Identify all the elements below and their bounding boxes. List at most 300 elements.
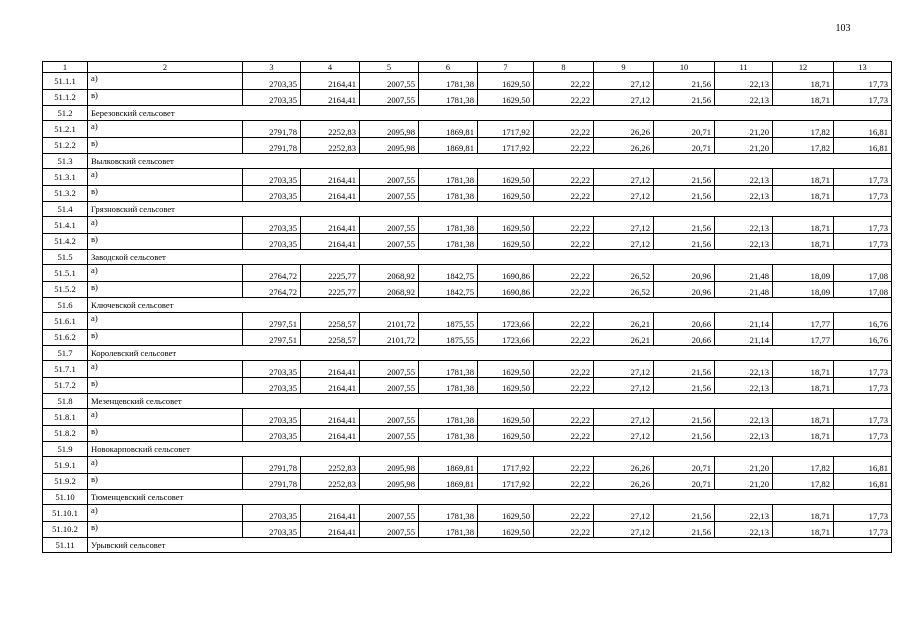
row-code: 51.6.2 xyxy=(43,329,88,346)
table-row xyxy=(43,281,892,298)
value-cell: 2703,35 xyxy=(243,89,301,106)
value-cell: 2797,51 xyxy=(243,313,301,330)
row-code: 51.4.1 xyxy=(43,217,88,234)
value-cell: 22,22 xyxy=(534,425,594,442)
value-cell: 17,73 xyxy=(834,521,892,538)
value-cell: 1781,38 xyxy=(419,377,478,394)
value-cell: 2007,55 xyxy=(360,521,419,538)
value-cell: 27,12 xyxy=(594,425,654,442)
value-cell: 21,56 xyxy=(654,233,715,250)
value-cell: 27,12 xyxy=(594,521,654,538)
value-cell: 1781,38 xyxy=(419,185,478,202)
value-cell: 2797,51 xyxy=(243,329,301,346)
column-number-10: 10 xyxy=(654,62,715,73)
value-cell: 1629,50 xyxy=(478,233,534,250)
value-cell: 2164,41 xyxy=(301,505,360,522)
section-row xyxy=(43,442,892,457)
value-cell: 2164,41 xyxy=(301,73,360,90)
value-cell: 26,26 xyxy=(594,457,654,474)
value-cell: 20,71 xyxy=(654,473,715,490)
table-row xyxy=(43,89,892,106)
value-cell: 22,13 xyxy=(715,425,773,442)
value-cell: 2007,55 xyxy=(360,185,419,202)
value-cell: 21,56 xyxy=(654,425,715,442)
value-cell: 2258,57 xyxy=(301,313,360,330)
row-code: 51.10.1 xyxy=(43,505,88,522)
value-cell: 2703,35 xyxy=(243,377,301,394)
value-cell: 26,52 xyxy=(594,265,654,282)
section-title: Заводской сельсовет xyxy=(88,250,892,265)
section-row xyxy=(43,154,892,169)
row-code: 51.1.1 xyxy=(43,73,88,90)
row-subitem: а) xyxy=(88,121,243,138)
tariff-table xyxy=(42,61,892,553)
value-cell: 22,22 xyxy=(534,329,594,346)
row-code: 51.9.2 xyxy=(43,473,88,490)
page-number: 103 xyxy=(835,23,851,34)
value-cell: 2703,35 xyxy=(243,425,301,442)
row-code: 51.5.2 xyxy=(43,281,88,298)
value-cell: 2764,72 xyxy=(243,281,301,298)
section-row xyxy=(43,106,892,121)
value-cell: 27,12 xyxy=(594,169,654,186)
value-cell: 22,22 xyxy=(534,281,594,298)
value-cell: 1717,92 xyxy=(478,473,534,490)
row-subitem: а) xyxy=(88,505,243,522)
value-cell: 27,12 xyxy=(594,361,654,378)
row-code: 51.3 xyxy=(43,154,88,169)
value-cell: 16,81 xyxy=(834,457,892,474)
value-cell: 1717,92 xyxy=(478,121,534,138)
value-cell: 2007,55 xyxy=(360,409,419,426)
section-row xyxy=(43,298,892,313)
value-cell: 1629,50 xyxy=(478,169,534,186)
value-cell: 21,20 xyxy=(715,137,773,154)
row-code: 51.8.1 xyxy=(43,409,88,426)
row-subitem: а) xyxy=(88,313,243,330)
row-code: 51.10 xyxy=(43,490,88,505)
value-cell: 2703,35 xyxy=(243,409,301,426)
value-cell: 1781,38 xyxy=(419,425,478,442)
value-cell: 21,56 xyxy=(654,185,715,202)
value-cell: 2764,72 xyxy=(243,265,301,282)
value-cell: 22,13 xyxy=(715,169,773,186)
section-title: Мезенцевский сельсовет xyxy=(88,394,892,409)
value-cell: 2164,41 xyxy=(301,377,360,394)
value-cell: 1629,50 xyxy=(478,505,534,522)
section-title: Королевский сельсовет xyxy=(88,346,892,361)
value-cell: 21,14 xyxy=(715,329,773,346)
value-cell: 2095,98 xyxy=(360,121,419,138)
section-row xyxy=(43,538,892,553)
section-row xyxy=(43,346,892,361)
value-cell: 2068,92 xyxy=(360,281,419,298)
row-subitem: в) xyxy=(88,233,243,250)
table-row xyxy=(43,121,892,138)
column-number-6: 6 xyxy=(419,62,478,73)
value-cell: 21,56 xyxy=(654,409,715,426)
value-cell: 1781,38 xyxy=(419,361,478,378)
value-cell: 2007,55 xyxy=(360,425,419,442)
value-cell: 2164,41 xyxy=(301,217,360,234)
value-cell: 2252,83 xyxy=(301,121,360,138)
section-title: Ключевской сельсовет xyxy=(88,298,892,313)
value-cell: 1629,50 xyxy=(478,185,534,202)
value-cell: 2007,55 xyxy=(360,233,419,250)
row-subitem: а) xyxy=(88,169,243,186)
value-cell: 18,71 xyxy=(773,409,834,426)
value-cell: 2095,98 xyxy=(360,457,419,474)
value-cell: 18,71 xyxy=(773,505,834,522)
table-row xyxy=(43,313,892,330)
row-code: 51.4 xyxy=(43,202,88,217)
column-number-4: 4 xyxy=(301,62,360,73)
row-code: 51.1.2 xyxy=(43,89,88,106)
value-cell: 22,22 xyxy=(534,265,594,282)
value-cell: 1842,75 xyxy=(419,281,478,298)
row-subitem: в) xyxy=(88,473,243,490)
value-cell: 1629,50 xyxy=(478,409,534,426)
value-cell: 1842,75 xyxy=(419,265,478,282)
table-row xyxy=(43,377,892,394)
value-cell: 22,22 xyxy=(534,361,594,378)
value-cell: 22,13 xyxy=(715,217,773,234)
value-cell: 20,71 xyxy=(654,137,715,154)
value-cell: 1717,92 xyxy=(478,457,534,474)
value-cell: 18,71 xyxy=(773,217,834,234)
value-cell: 22,22 xyxy=(534,377,594,394)
table-row xyxy=(43,265,892,282)
value-cell: 21,56 xyxy=(654,89,715,106)
value-cell: 2068,92 xyxy=(360,265,419,282)
value-cell: 17,82 xyxy=(773,137,834,154)
value-cell: 20,66 xyxy=(654,329,715,346)
value-cell: 27,12 xyxy=(594,505,654,522)
value-cell: 2225,77 xyxy=(301,265,360,282)
row-code: 51.10.2 xyxy=(43,521,88,538)
value-cell: 22,22 xyxy=(534,137,594,154)
value-cell: 21,56 xyxy=(654,521,715,538)
value-cell: 2252,83 xyxy=(301,473,360,490)
table-row xyxy=(43,521,892,538)
section-row xyxy=(43,250,892,265)
row-code: 51.7.2 xyxy=(43,377,88,394)
row-subitem: в) xyxy=(88,425,243,442)
value-cell: 1781,38 xyxy=(419,409,478,426)
value-cell: 2791,78 xyxy=(243,121,301,138)
column-number-3: 3 xyxy=(243,62,301,73)
row-code: 51.9.1 xyxy=(43,457,88,474)
value-cell: 18,09 xyxy=(773,281,834,298)
value-cell: 1723,66 xyxy=(478,329,534,346)
value-cell: 22,13 xyxy=(715,185,773,202)
value-cell: 22,22 xyxy=(534,313,594,330)
value-cell: 1717,92 xyxy=(478,137,534,154)
section-title: Грязновский сельсовет xyxy=(88,202,892,217)
value-cell: 1869,81 xyxy=(419,473,478,490)
value-cell: 2791,78 xyxy=(243,457,301,474)
value-cell: 2791,78 xyxy=(243,137,301,154)
table-row xyxy=(43,425,892,442)
value-cell: 1723,66 xyxy=(478,313,534,330)
value-cell: 17,73 xyxy=(834,505,892,522)
value-cell: 2007,55 xyxy=(360,361,419,378)
value-cell: 18,71 xyxy=(773,169,834,186)
table-row xyxy=(43,329,892,346)
value-cell: 2252,83 xyxy=(301,137,360,154)
value-cell: 17,08 xyxy=(834,281,892,298)
value-cell: 20,96 xyxy=(654,265,715,282)
section-title: Тюменцевский сельсовет xyxy=(88,490,892,505)
value-cell: 1869,81 xyxy=(419,121,478,138)
value-cell: 1629,50 xyxy=(478,521,534,538)
value-cell: 21,20 xyxy=(715,121,773,138)
row-subitem: а) xyxy=(88,457,243,474)
value-cell: 21,56 xyxy=(654,217,715,234)
table-row xyxy=(43,457,892,474)
table-row xyxy=(43,217,892,234)
value-cell: 17,73 xyxy=(834,89,892,106)
row-subitem: в) xyxy=(88,329,243,346)
value-cell: 16,81 xyxy=(834,473,892,490)
value-cell: 22,22 xyxy=(534,457,594,474)
row-subitem: а) xyxy=(88,73,243,90)
table-row xyxy=(43,473,892,490)
value-cell: 20,66 xyxy=(654,313,715,330)
table-row xyxy=(43,505,892,522)
value-cell: 22,13 xyxy=(715,73,773,90)
value-cell: 1690,86 xyxy=(478,265,534,282)
value-cell: 1781,38 xyxy=(419,521,478,538)
value-cell: 2703,35 xyxy=(243,361,301,378)
value-cell: 22,13 xyxy=(715,89,773,106)
value-cell: 2164,41 xyxy=(301,185,360,202)
value-cell: 17,73 xyxy=(834,185,892,202)
value-cell: 21,56 xyxy=(654,73,715,90)
column-number-12: 12 xyxy=(773,62,834,73)
value-cell: 22,22 xyxy=(534,505,594,522)
row-code: 51.8 xyxy=(43,394,88,409)
row-subitem: в) xyxy=(88,281,243,298)
column-number-11: 11 xyxy=(715,62,773,73)
value-cell: 1869,81 xyxy=(419,137,478,154)
value-cell: 16,81 xyxy=(834,137,892,154)
value-cell: 1869,81 xyxy=(419,457,478,474)
value-cell: 1629,50 xyxy=(478,361,534,378)
value-cell: 2703,35 xyxy=(243,233,301,250)
value-cell: 18,71 xyxy=(773,361,834,378)
value-cell: 18,71 xyxy=(773,185,834,202)
value-cell: 21,14 xyxy=(715,313,773,330)
value-cell: 1781,38 xyxy=(419,233,478,250)
value-cell: 17,73 xyxy=(834,217,892,234)
row-code: 51.2 xyxy=(43,106,88,121)
value-cell: 2703,35 xyxy=(243,73,301,90)
value-cell: 17,82 xyxy=(773,121,834,138)
value-cell: 18,71 xyxy=(773,521,834,538)
row-code: 51.7.1 xyxy=(43,361,88,378)
value-cell: 2703,35 xyxy=(243,185,301,202)
value-cell: 2703,35 xyxy=(243,505,301,522)
value-cell: 1629,50 xyxy=(478,377,534,394)
value-cell: 1781,38 xyxy=(419,169,478,186)
value-cell: 2101,72 xyxy=(360,313,419,330)
value-cell: 1781,38 xyxy=(419,217,478,234)
value-cell: 20,71 xyxy=(654,457,715,474)
value-cell: 1781,38 xyxy=(419,73,478,90)
table-row xyxy=(43,73,892,90)
value-cell: 2164,41 xyxy=(301,425,360,442)
column-number-2: 2 xyxy=(88,62,243,73)
value-cell: 17,82 xyxy=(773,457,834,474)
value-cell: 22,13 xyxy=(715,233,773,250)
section-row xyxy=(43,394,892,409)
section-title: Березовский сельсовет xyxy=(88,106,892,121)
value-cell: 26,26 xyxy=(594,473,654,490)
value-cell: 22,22 xyxy=(534,521,594,538)
value-cell: 17,08 xyxy=(834,265,892,282)
table-row xyxy=(43,137,892,154)
value-cell: 21,20 xyxy=(715,473,773,490)
value-cell: 20,96 xyxy=(654,281,715,298)
value-cell: 2703,35 xyxy=(243,169,301,186)
value-cell: 2164,41 xyxy=(301,233,360,250)
value-cell: 17,73 xyxy=(834,169,892,186)
row-code: 51.6.1 xyxy=(43,313,88,330)
section-row xyxy=(43,202,892,217)
value-cell: 18,71 xyxy=(773,73,834,90)
value-cell: 21,56 xyxy=(654,505,715,522)
value-cell: 22,13 xyxy=(715,377,773,394)
value-cell: 1875,55 xyxy=(419,329,478,346)
value-cell: 27,12 xyxy=(594,185,654,202)
value-cell: 16,81 xyxy=(834,121,892,138)
row-subitem: а) xyxy=(88,409,243,426)
row-subitem: в) xyxy=(88,185,243,202)
value-cell: 26,21 xyxy=(594,329,654,346)
section-title: Вылковский сельсовет xyxy=(88,154,892,169)
value-cell: 17,77 xyxy=(773,313,834,330)
value-cell: 1781,38 xyxy=(419,505,478,522)
value-cell: 22,22 xyxy=(534,169,594,186)
value-cell: 22,22 xyxy=(534,121,594,138)
section-title: Новокарповский сельсовет xyxy=(88,442,892,457)
value-cell: 21,48 xyxy=(715,265,773,282)
value-cell: 21,20 xyxy=(715,457,773,474)
value-cell: 2703,35 xyxy=(243,521,301,538)
column-number-8: 8 xyxy=(534,62,594,73)
column-number-13: 13 xyxy=(834,62,892,73)
row-code: 51.8.2 xyxy=(43,425,88,442)
row-code: 51.7 xyxy=(43,346,88,361)
row-code: 51.2.1 xyxy=(43,121,88,138)
value-cell: 26,21 xyxy=(594,313,654,330)
row-code: 51.6 xyxy=(43,298,88,313)
value-cell: 27,12 xyxy=(594,73,654,90)
value-cell: 2007,55 xyxy=(360,169,419,186)
value-cell: 2791,78 xyxy=(243,473,301,490)
value-cell: 17,82 xyxy=(773,473,834,490)
value-cell: 1875,55 xyxy=(419,313,478,330)
row-subitem: а) xyxy=(88,361,243,378)
value-cell: 1629,50 xyxy=(478,425,534,442)
section-title: Урывский сельсовет xyxy=(88,538,892,553)
column-number-5: 5 xyxy=(360,62,419,73)
value-cell: 27,12 xyxy=(594,233,654,250)
value-cell: 22,13 xyxy=(715,361,773,378)
value-cell: 21,48 xyxy=(715,281,773,298)
row-subitem: а) xyxy=(88,217,243,234)
value-cell: 17,73 xyxy=(834,233,892,250)
value-cell: 18,09 xyxy=(773,265,834,282)
value-cell: 22,22 xyxy=(534,185,594,202)
value-cell: 2007,55 xyxy=(360,377,419,394)
value-cell: 22,22 xyxy=(534,409,594,426)
value-cell: 2164,41 xyxy=(301,89,360,106)
value-cell: 1781,38 xyxy=(419,89,478,106)
value-cell: 1629,50 xyxy=(478,89,534,106)
value-cell: 2101,72 xyxy=(360,329,419,346)
value-cell: 18,71 xyxy=(773,89,834,106)
value-cell: 2164,41 xyxy=(301,361,360,378)
column-number-1: 1 xyxy=(43,62,88,73)
value-cell: 27,12 xyxy=(594,217,654,234)
value-cell: 2095,98 xyxy=(360,473,419,490)
value-cell: 17,73 xyxy=(834,361,892,378)
value-cell: 17,73 xyxy=(834,425,892,442)
table-row xyxy=(43,169,892,186)
value-cell: 2095,98 xyxy=(360,137,419,154)
value-cell: 21,56 xyxy=(654,377,715,394)
value-cell: 27,12 xyxy=(594,377,654,394)
value-cell: 26,26 xyxy=(594,137,654,154)
value-cell: 1629,50 xyxy=(478,217,534,234)
value-cell: 2007,55 xyxy=(360,505,419,522)
table-row xyxy=(43,185,892,202)
row-code: 51.2.2 xyxy=(43,137,88,154)
value-cell: 27,12 xyxy=(594,89,654,106)
row-code: 51.9 xyxy=(43,442,88,457)
value-cell: 2164,41 xyxy=(301,521,360,538)
value-cell: 17,73 xyxy=(834,409,892,426)
row-code: 51.5 xyxy=(43,250,88,265)
value-cell: 27,12 xyxy=(594,409,654,426)
table-row xyxy=(43,361,892,378)
value-cell: 22,22 xyxy=(534,217,594,234)
value-cell: 22,13 xyxy=(715,521,773,538)
table-body xyxy=(43,62,892,553)
value-cell: 22,22 xyxy=(534,233,594,250)
column-number-row xyxy=(43,62,892,73)
row-subitem: в) xyxy=(88,89,243,106)
value-cell: 2007,55 xyxy=(360,89,419,106)
value-cell: 2007,55 xyxy=(360,217,419,234)
row-code: 51.4.2 xyxy=(43,233,88,250)
value-cell: 22,13 xyxy=(715,409,773,426)
row-subitem: в) xyxy=(88,521,243,538)
column-number-7: 7 xyxy=(478,62,534,73)
value-cell: 18,71 xyxy=(773,377,834,394)
value-cell: 18,71 xyxy=(773,233,834,250)
value-cell: 1690,86 xyxy=(478,281,534,298)
value-cell: 20,71 xyxy=(654,121,715,138)
row-subitem: в) xyxy=(88,377,243,394)
value-cell: 22,22 xyxy=(534,89,594,106)
section-row xyxy=(43,490,892,505)
value-cell: 26,52 xyxy=(594,281,654,298)
value-cell: 2703,35 xyxy=(243,217,301,234)
value-cell: 2258,57 xyxy=(301,329,360,346)
